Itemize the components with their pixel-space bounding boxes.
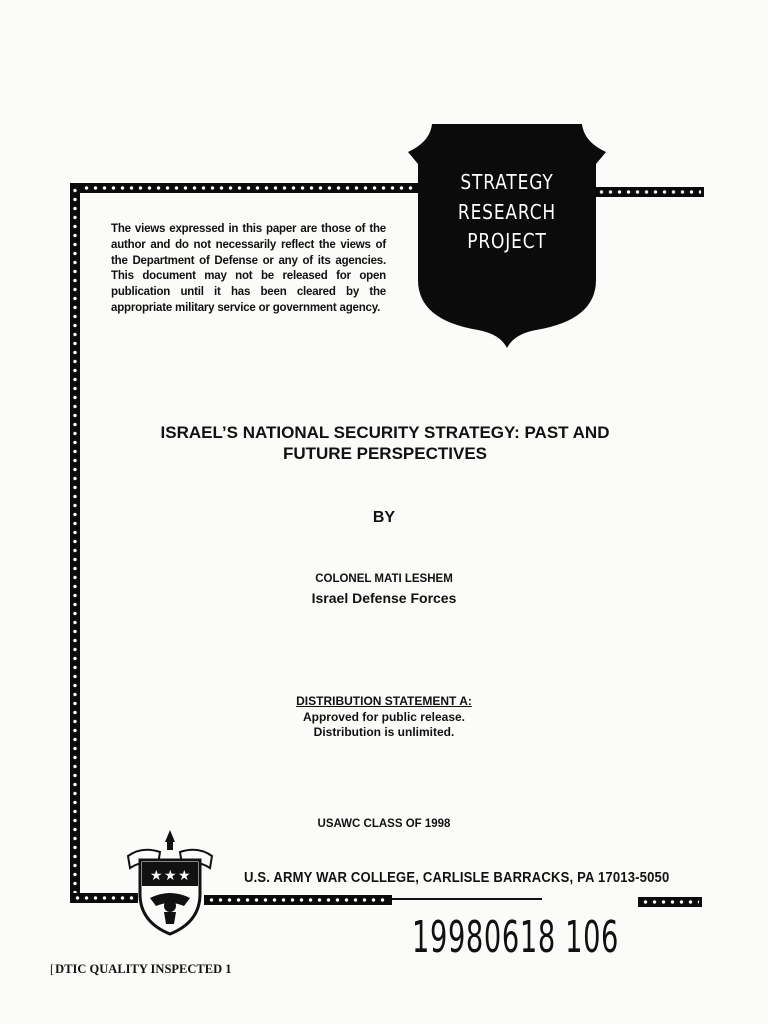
svg-text:★: ★ [178, 868, 191, 884]
bottom-rule-line [392, 898, 542, 900]
svg-text:★: ★ [164, 868, 177, 884]
disclaimer-text: The views expressed in this paper are those of the author and do not necessarily reflect the views of the Department of Defense or any of its agencies. This document may not be released for open publication until it has been cleared by the appropriate military service or government agency. [111, 223, 386, 314]
left-border-bar [70, 183, 80, 901]
dtic-stamp [50, 962, 231, 977]
bottom-right-border-bar [638, 897, 702, 907]
distribution-statement [0, 694, 768, 741]
paper-title [120, 422, 650, 464]
distribution-line-1: Approved for public release. [302, 709, 466, 724]
top-right-border-bar [594, 187, 704, 197]
title-line-1: ISRAEL’S NATIONAL SECURITY STRATEGY: PAST AND [160, 423, 610, 442]
shield-line-2: RESEARCH [457, 199, 557, 224]
class-year: USAWC CLASS OF 1998 [317, 818, 451, 830]
author-organization: Israel Defense Forces [311, 590, 457, 606]
college-address: U.S. ARMY WAR COLLEGE, CARLISLE BARRACKS, PA 17013-5050 [244, 870, 670, 886]
dtic-bracket: [ [50, 962, 55, 976]
seal-icon [120, 826, 220, 940]
shield-line-3: PROJECT [467, 229, 547, 253]
shield-line-1: STRATEGY [460, 170, 554, 194]
author-name: COLONEL MATI LESHEM [315, 573, 453, 585]
accession-number: 19980618 106 [412, 912, 620, 963]
shield-label [431, 168, 582, 257]
distribution-heading: DISTRIBUTION STATEMENT A: [296, 694, 472, 708]
by-label: BY [372, 509, 396, 526]
top-border-bar [70, 183, 420, 193]
svg-text:★: ★ [150, 868, 163, 884]
distribution-line-2: Distribution is unlimited. [313, 725, 455, 739]
bottom-border-bar [204, 895, 392, 905]
title-line-2: FUTURE PERSPECTIVES [282, 444, 488, 463]
dtic-stamp-text: DTIC QUALITY INSPECTED 1 [55, 962, 232, 976]
